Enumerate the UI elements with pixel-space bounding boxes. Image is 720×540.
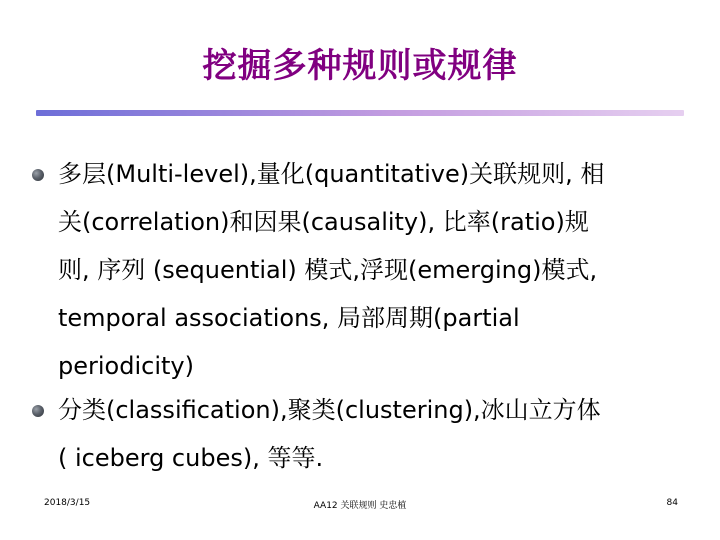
bullet-line: 多层(Multi-level),量化(quantitative)关联规则, 相 <box>58 160 605 188</box>
bullet-line: 则, 序列 (sequential) 模式,浮现(emerging)模式, <box>58 256 598 284</box>
bullet-item-other-tasks <box>58 386 688 482</box>
footer-page-number: 84 <box>666 498 678 508</box>
footer-center: AA12 关联规则 史忠植 <box>313 501 407 511</box>
bullet-dot-icon <box>32 169 44 181</box>
bullet-line: periodicity) <box>58 352 194 380</box>
bullet-item-rule-types <box>58 150 688 390</box>
footer-date: 2018/3/15 <box>44 498 91 508</box>
bullet-dot-icon <box>32 405 44 417</box>
bullet-line: 分类(classification),聚类(clustering),冰山立方体 <box>58 396 601 424</box>
title-divider <box>36 110 684 116</box>
slide-title: 挖掘多种规则或规律 <box>202 46 518 86</box>
bullet-line: temporal associations, 局部周期(partial <box>58 304 520 332</box>
bullet-line: 关(correlation)和因果(causality), 比率(ratio)规 <box>58 208 589 236</box>
bullet-line: ( iceberg cubes), 等等. <box>58 444 324 472</box>
